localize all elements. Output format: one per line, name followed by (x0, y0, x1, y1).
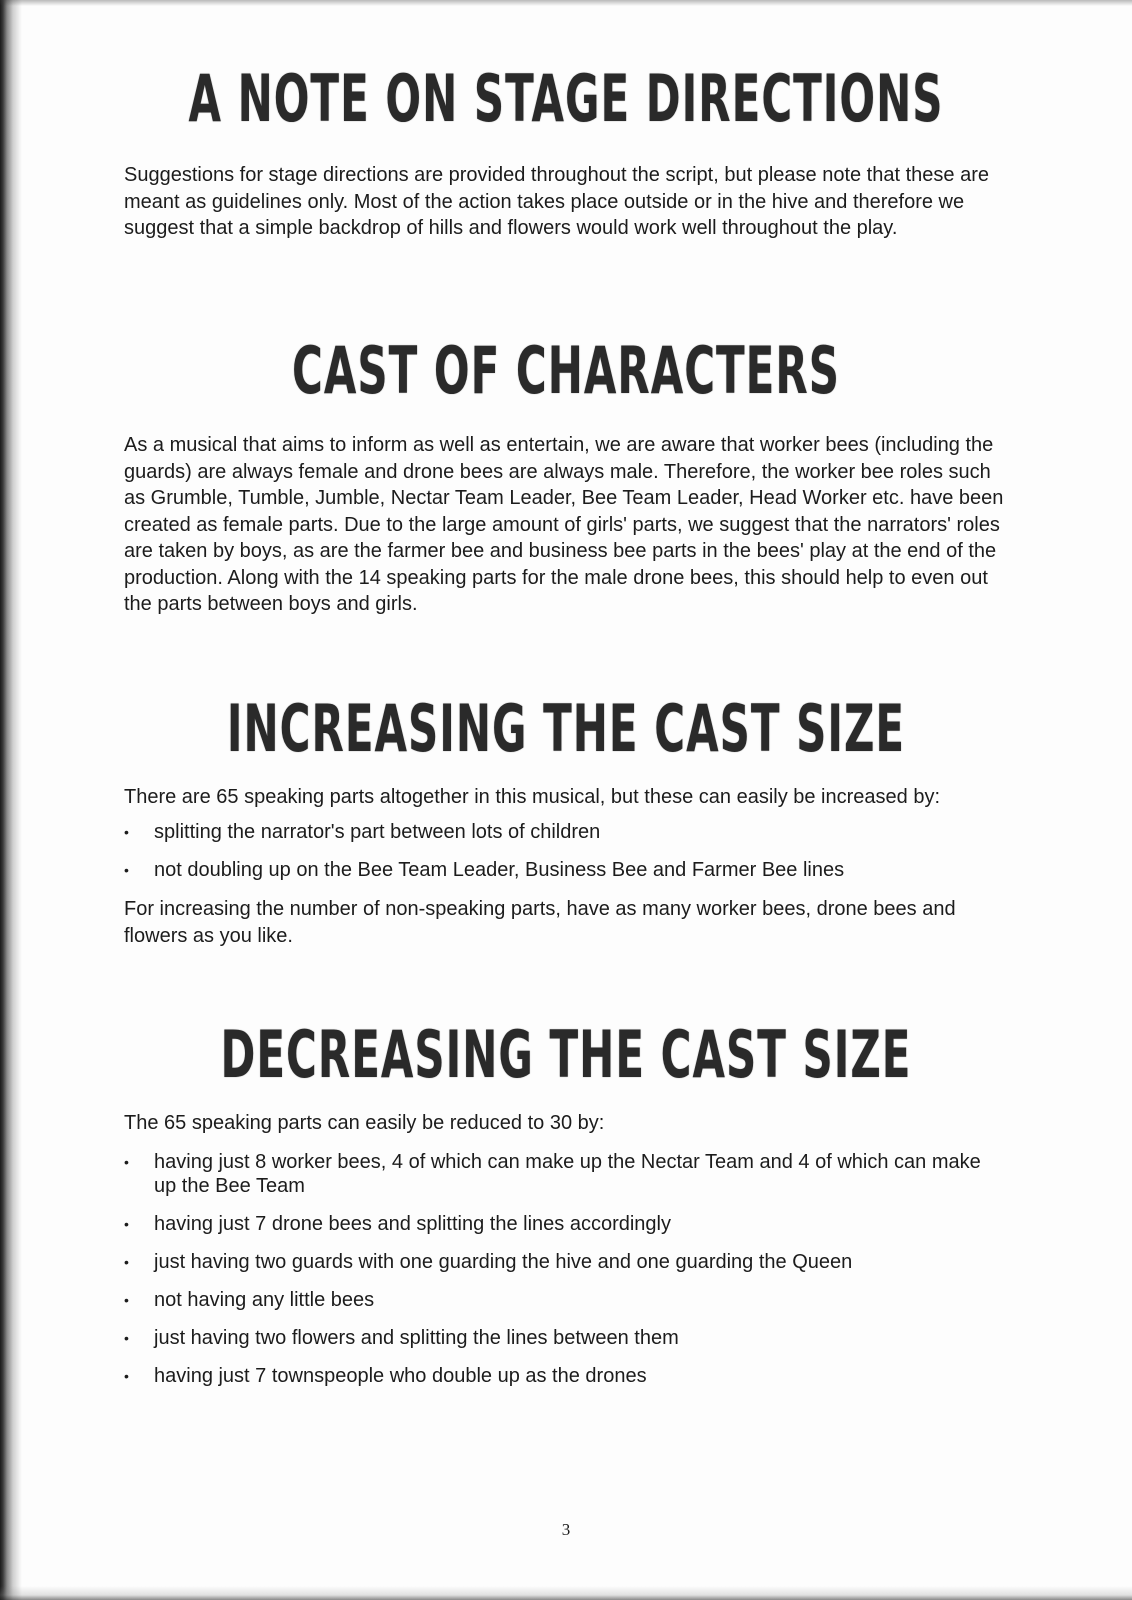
scan-bottom-edge (0, 1586, 1132, 1600)
list-item: • having just 7 townspeople who double up as the drones (124, 1365, 647, 1387)
scan-top-edge (0, 0, 1132, 6)
bullet-icon: • (124, 1154, 129, 1170)
bullet-icon: • (124, 862, 129, 878)
increasing-intro: There are 65 speaking parts altogether in this musical, but these can easily be increased by: (124, 786, 941, 808)
page-number: 3 (561, 1520, 571, 1539)
list-item: • just having two flowers and splitting the lines between them (124, 1327, 679, 1349)
list-item: • splitting the narrator's part between lots of children (124, 821, 601, 843)
list-item: • having just 8 worker bees, 4 of which can make up the Nectar Team and 4 of which can make up the Bee Team (124, 1151, 981, 1197)
decreasing-intro: The 65 speaking parts can easily be reduced to 30 by: (124, 1112, 605, 1134)
increasing-outro: For increasing the number of non-speaking parts, have as many worker bees, drone bees and flowers as you like. (124, 898, 956, 947)
list-item: • having just 7 drone bees and splitting the lines accordingly (124, 1213, 671, 1235)
increasing-bullet-list (124, 820, 1004, 882)
heading-increasing-cast: INCREASING THE CAST SIZE (226, 690, 906, 767)
bullet-icon: • (124, 1330, 129, 1346)
heading-decreasing-cast: DECREASING THE CAST SIZE (220, 1016, 912, 1093)
decreasing-bullet-list (124, 1150, 1004, 1388)
stage-directions-paragraph: Suggestions for stage directions are provided throughout the script, but please note that these are meant as guidelines only. Most of the action takes place outside or in the hive and therefore we suggest that a simple backdrop of hills and flowers would work well throughout the play. (124, 164, 989, 239)
binding-shadow (0, 0, 22, 1600)
bullet-icon: • (124, 1216, 129, 1232)
heading-cast-of-characters: CAST OF CHARACTERS (292, 332, 840, 409)
bullet-icon: • (124, 1368, 129, 1384)
list-item: • just having two guards with one guarding the hive and one guarding the Queen (124, 1251, 853, 1273)
bullet-icon: • (124, 1254, 129, 1270)
bullet-icon: • (124, 824, 129, 840)
cast-of-characters-paragraph: As a musical that aims to inform as well as entertain, we are aware that worker bees (including the guards) are always female and drone bees are always male. Therefore, the worker bee roles such as Grumble, Tumble, Jumble, Nectar Team Leader, Bee Team Leader, Head Worker etc. have been created as female parts. Due to the large amount of girls' parts, we suggest that the narrators' roles are taken by boys, as are the farmer bee and business bee parts in the bees' play at the end of the production. Along with the 14 speaking parts for the male drone bees, this should help to even out the parts between boys and girls. (124, 434, 1004, 615)
list-item: • not doubling up on the Bee Team Leader, Business Bee and Farmer Bee lines (124, 859, 845, 881)
bullet-icon: • (124, 1292, 129, 1308)
list-item: • not having any little bees (124, 1289, 375, 1311)
heading-stage-directions: A NOTE ON STAGE DIRECTIONS (188, 60, 944, 137)
